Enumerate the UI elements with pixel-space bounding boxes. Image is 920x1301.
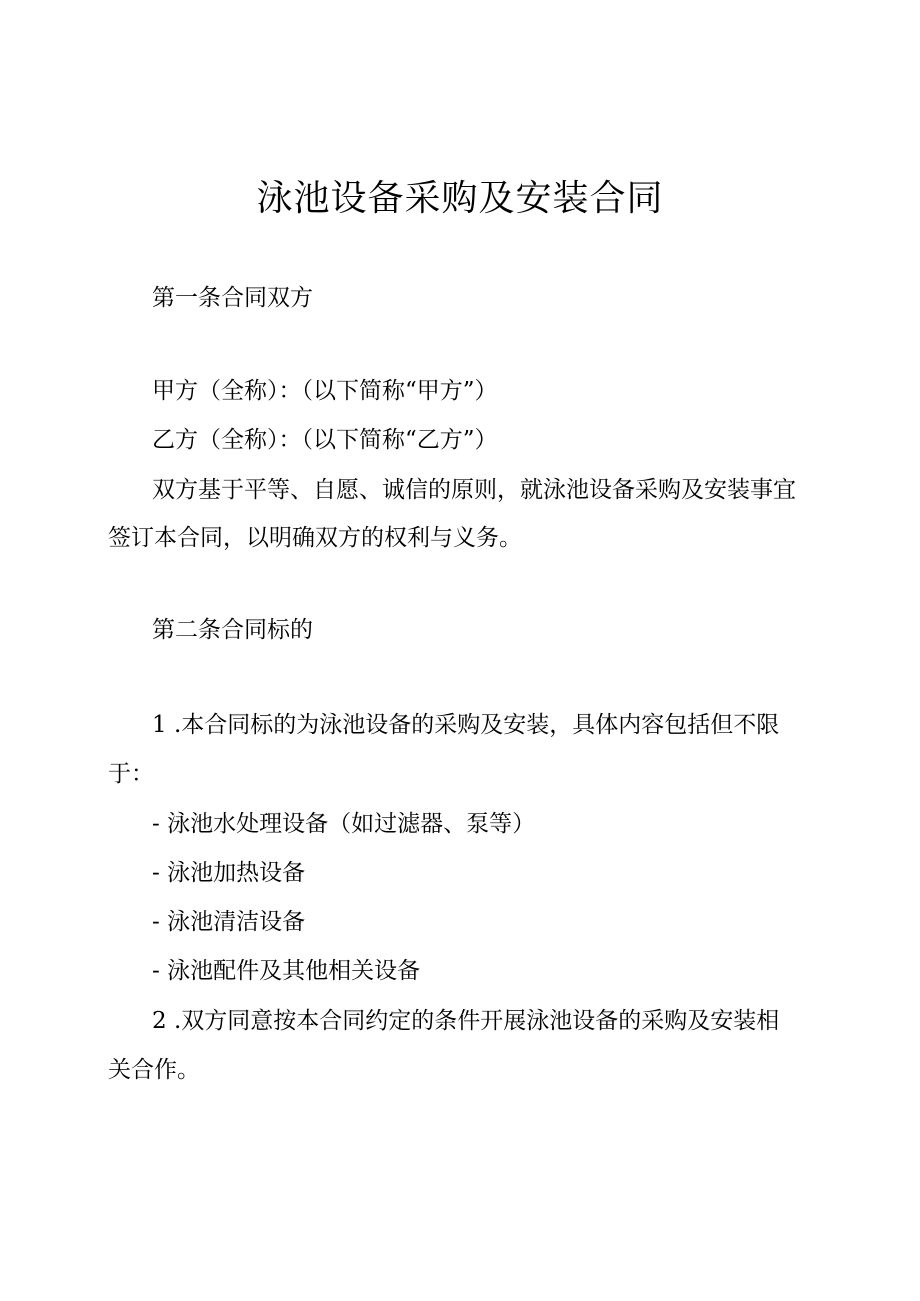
- party-b-line: 乙方（全称）：（以下简称“乙方”）: [152, 427, 498, 453]
- equipment-list-item: - 泳池配件及其他相关设备: [152, 958, 421, 984]
- intro-paragraph-line-2: 签订本合同，以明确双方的权利与义务。: [108, 525, 522, 551]
- party-a-line: 甲方（全称）：（以下简称“甲方”）: [152, 378, 498, 404]
- item-1-line-2: 于：: [108, 761, 154, 787]
- article-1-heading: 第一条合同双方: [152, 285, 313, 311]
- article-2-heading: 第二条合同标的: [152, 617, 313, 643]
- item-1-line-1: 1 .本合同标的为泳池设备的采购及安装，具体内容包括但不限: [152, 712, 780, 738]
- equipment-list-item: - 泳池清洁设备: [152, 909, 306, 935]
- item-2-line-1: 2 .双方同意按本合同约定的条件开展泳池设备的采购及安装相: [152, 1008, 780, 1034]
- item-2-line-2: 关合作。: [108, 1057, 200, 1083]
- equipment-list-item: - 泳池加热设备: [152, 860, 306, 886]
- intro-paragraph-line-1: 双方基于平等、自愿、诚信的原则，就泳池设备采购及安装事宜: [152, 477, 796, 503]
- equipment-list-item: - 泳池水处理设备（如过滤器、泵等）: [152, 811, 536, 837]
- document-title: 泳池设备采购及安装合同: [256, 178, 664, 219]
